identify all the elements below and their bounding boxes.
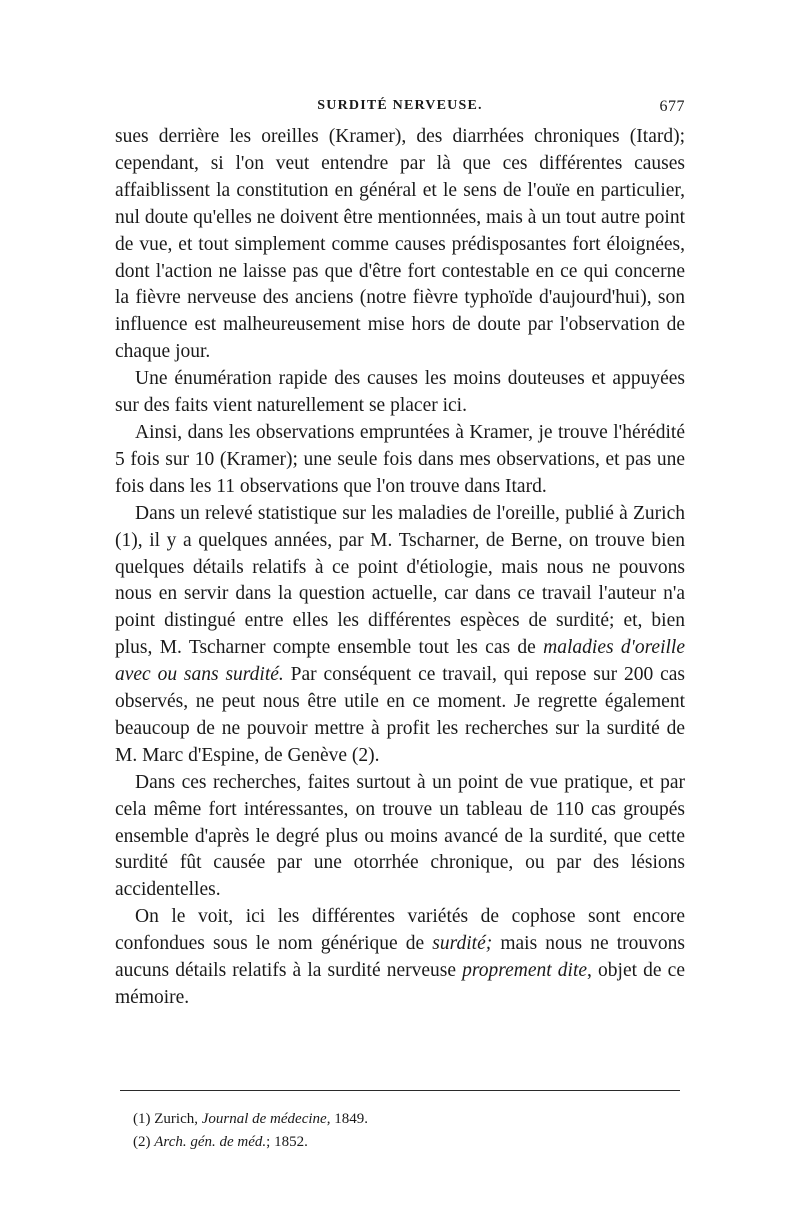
paragraph-4-italic: maladies d'oreille avec ou sans surdité. (115, 637, 685, 686)
running-title: SURDITÉ NERVEUSE. (317, 98, 483, 113)
footnote-2-marker: (2) (133, 1134, 151, 1150)
paragraph-4 (115, 501, 685, 770)
paragraph-4-text-end: Par conséquent ce travail, qui repose sur 200 cas observés, ne peut nous être utile en ce moment. Je regrette également beaucoup de ne pouvoir mettre à profit les recherches sur la surdité de M. Marc d'Espine, de Genève (2). (115, 664, 686, 766)
paragraph-6 (115, 904, 685, 1012)
paragraph-6-text: On le voit, ici les différentes variétés de cophose sont encore confondues sous le nom générique de (115, 906, 685, 955)
footnote-1-text-end: , 1849. (326, 1111, 368, 1127)
footnote-2-italic: Arch. gén. de méd. (154, 1134, 267, 1150)
paragraph-6-italic: surdité; (432, 933, 493, 955)
footnote-2-text-end: ; 1852. (266, 1134, 308, 1150)
paragraph-4-text: Dans un relevé statistique sur les maladies de l'oreille, publié à Zurich (1), il y a quelques années, par M. Tscharner, de Berne, on trouve bien quelques détails relatifs à ce point d'étiologie, mais nous ne pouvons nous en servir dans la question actuelle, car dans ce travail l'auteur n'a point distingué entre elles les différentes espèces de surdité; et, bien plus, M. Tscharner compte ensemble tout les cas de (115, 502, 685, 659)
paragraph-2: Une énumération rapide des causes les moins douteuses et appuyées sur des faits vient naturellement se placer ici. (115, 368, 685, 417)
footnote-1-text: Zurich, (154, 1111, 202, 1127)
footnotes (133, 1108, 673, 1154)
paragraph-6-italic-2: proprement dite (462, 960, 588, 982)
footnote-1-italic: Journal de médecine (201, 1111, 327, 1127)
footnote-1-marker: (1) (133, 1111, 151, 1127)
footnote-2 (133, 1131, 673, 1154)
page-number: 677 (659, 98, 685, 115)
paragraph-6-text-end: , objet de ce mémoire. (115, 960, 685, 1008)
running-head (115, 98, 685, 120)
paragraph-5: Dans ces recherches, faites surtout à un point de vue pratique, et par cela même fort intéressantes, on trouve un tableau de 110 cas groupés ensemble d'après le degré plus ou moins avancé de la surdité, que cette surdité fût causée par une otorrhée chronique, ou par des lésions accidentelles. (115, 771, 685, 901)
paragraph-1: sues derrière les oreilles (Kramer), des diarrhées chroniques (Itard); cependant, si l'on veut entendre par là que ces différentes causes affaiblissent la constitution en général et le sens de l'ouïe en particulier, nul doute qu'elles ne doivent être mentionnées, mais à un tout autre point de vue, et tout simplement comme causes prédisposantes fort éloignées, dont l'action ne laisse pas que d'être fort contestable en ce qui concerne la fièvre nerveuse des anciens (notre fièvre typhoïde d'aujourd'hui), son influence est malheureusement mise hors de doute par l'observation de chaque jour. (115, 126, 685, 363)
body-text (115, 124, 685, 1012)
paragraph-6-text-middle: mais nous ne trouvons aucuns détails relatifs à la surdité nerveuse (115, 933, 686, 982)
paragraph-3: Ainsi, dans les observations empruntées à Kramer, je trouve l'hérédité 5 fois sur 10 (Kramer); une seule fois dans mes observations, et pas une fois dans les 11 observations que l'on trouve dans Itard. (115, 421, 685, 497)
footnote-1 (133, 1108, 673, 1131)
footnote-divider (120, 1090, 680, 1091)
